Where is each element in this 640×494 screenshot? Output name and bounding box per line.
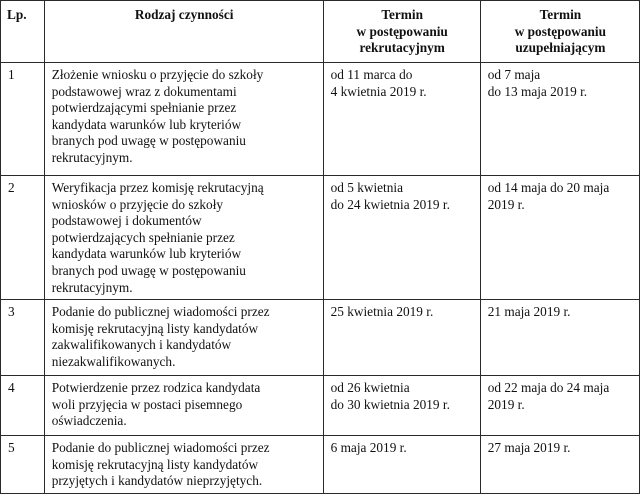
activity-line: Potwierdzenie przez rodzica kandydata [51,380,261,396]
header-supplementary-line: Termin [539,7,582,22]
activity-cell [44,436,323,494]
row-number: 1 [1,63,45,176]
deadline-line: od 5 kwietnia [330,180,403,195]
activity-line: zakwalifikowanych i kandydatów [51,337,232,353]
header-lp: Lp. [1,1,45,63]
table-row [1,63,640,176]
table-row [1,436,640,494]
recruitment-deadline-cell [323,176,480,300]
row-number: 4 [1,376,45,436]
activity-line: niezakwalifikowanych. [51,353,176,369]
recruitment-deadline-cell [323,63,480,176]
header-activity: Rodzaj czynności [44,1,323,63]
activity-line: Weryfikacja przez komisję rekrutacyjną [51,180,264,195]
header-recruitment-line: rekrutacyjnym [359,40,445,56]
activity-line: kandydata warunków lub kryteriów [51,116,242,132]
header-recruitment-deadline [323,1,480,63]
activity-line: komisję rekrutacyjną listy kandydatów [51,320,259,336]
deadline-line: do 24 kwietnia 2019 r. [330,196,450,212]
header-supplementary-line: w postępowaniu [514,23,606,39]
header-supplementary-line: uzupełniającym [515,40,606,56]
activity-cell [44,376,323,436]
activity-line: rekrutacyjnym. [51,279,133,295]
recruitment-deadline-cell [323,376,480,436]
supplementary-deadline-cell [480,376,639,436]
header-row [1,1,640,63]
deadline-line: do 13 maja 2019 r. [487,83,588,99]
activity-line: Podanie do publicznej wiadomości przez [51,440,270,456]
table-row [1,300,640,376]
deadline-line: 27 maja 2019 r. [487,440,571,456]
row-number: 2 [1,176,45,300]
deadline-line: do 30 kwietnia 2019 r. [330,396,450,412]
header-recruitment-line: w postępowaniu [356,23,448,39]
deadline-line: 6 maja 2019 r. [330,440,407,456]
deadline-line: od 7 maja [487,67,541,82]
supplementary-deadline-cell [480,63,639,176]
supplementary-deadline-cell [480,436,639,494]
activity-line: potwierdzającymi spełnianie przez [51,100,237,116]
activity-line: kandydata warunków lub kryteriów [51,246,242,262]
deadline-line: 2019 r. [487,196,525,212]
deadline-line: od 14 maja do 20 maja [487,180,610,195]
activity-cell [44,300,323,376]
supplementary-deadline-cell [480,176,639,300]
table-row [1,376,640,436]
table-row [1,176,640,300]
row-number: 3 [1,300,45,376]
activity-line: branych pod uwagę w postępowaniu [51,262,246,278]
activity-cell [44,63,323,176]
recruitment-deadline-cell [323,436,480,494]
activity-line: woli przyjęcia w postaci pisemnego [51,396,243,412]
header-supplementary-deadline [480,1,639,63]
activity-line: oświadczenia. [51,413,127,429]
activity-line: Złożenie wniosku o przyjęcie do szkoły [51,67,264,82]
deadline-line: 4 kwietnia 2019 r. [330,83,427,99]
supplementary-deadline-cell [480,300,639,376]
deadline-line: od 11 marca do [330,67,413,82]
activity-line: Podanie do publicznej wiadomości przez [51,304,270,320]
activity-line: branych pod uwagę w postępowaniu [51,133,246,149]
header-recruitment-line: Termin [381,7,423,22]
deadline-line: 21 maja 2019 r. [487,304,571,320]
activity-line: podstawowej i dokumentów [51,213,202,229]
activity-line: rekrutacyjnym. [51,149,133,165]
activity-line: podstawowej wraz z dokumentami [51,83,237,99]
activity-line: potwierdzających spełnianie przez [51,229,235,245]
activity-cell [44,176,323,300]
deadline-line: od 22 maja do 24 maja [487,380,610,396]
activity-line: przyjętych i kandydatów nieprzyjętych. [51,473,263,489]
activity-line: wniosków o przyjęcie do szkoły [51,196,224,212]
deadline-line: 2019 r. [487,396,525,412]
recruitment-deadline-cell [323,300,480,376]
row-number: 5 [1,436,45,494]
activity-line: komisję rekrutacyjną listy kandydatów [51,456,259,472]
deadline-line: 25 kwietnia 2019 r. [330,304,434,320]
deadline-line: od 26 kwietnia [330,380,410,396]
